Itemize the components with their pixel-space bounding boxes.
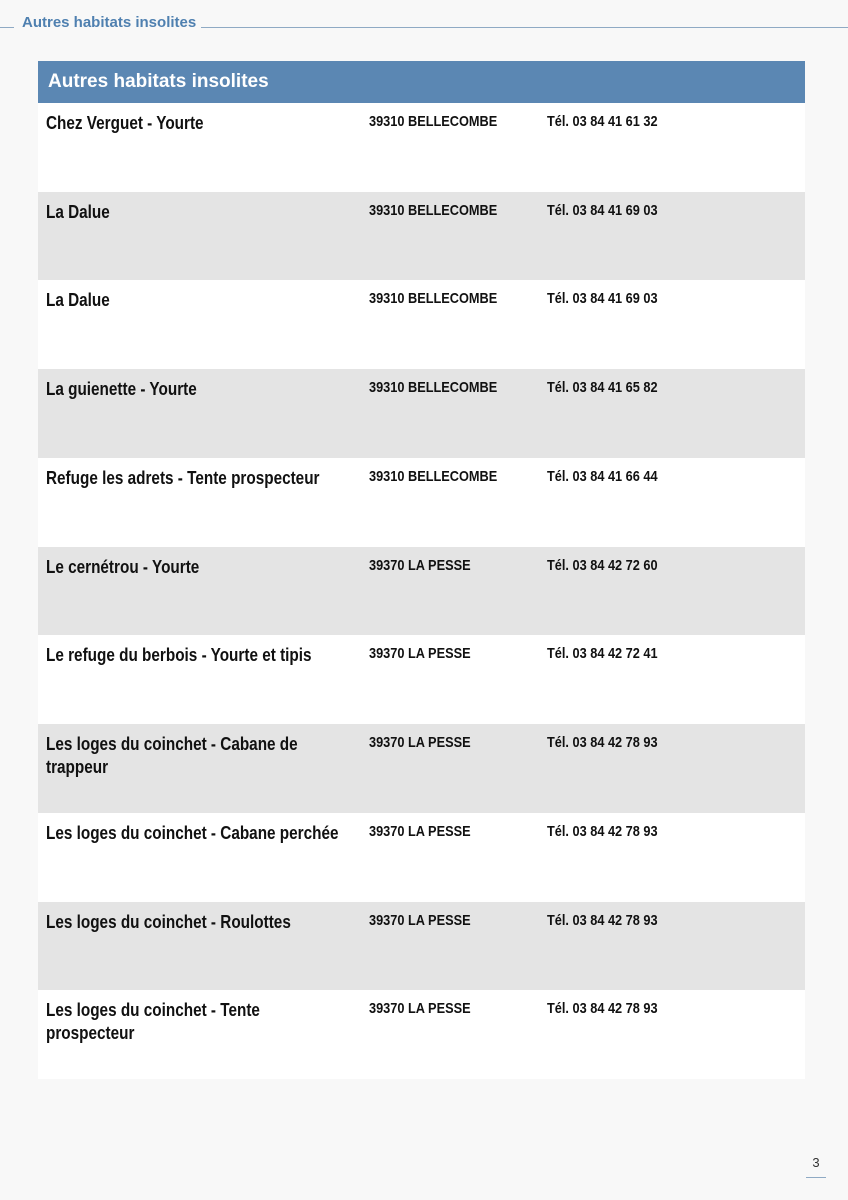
habitat-phone: Tél. 03 84 42 78 93: [547, 734, 658, 752]
phone-cell: [547, 813, 805, 902]
table-row: [38, 458, 805, 547]
name-cell: [38, 192, 369, 281]
habitats-table: [38, 61, 805, 1079]
phone-cell: [547, 369, 805, 458]
place-cell: [369, 547, 547, 636]
name-cell: [38, 547, 369, 636]
name-cell: [38, 369, 369, 458]
habitat-location: 39370 LA PESSE: [369, 1000, 471, 1018]
habitat-location: 39310 BELLECOMBE: [369, 467, 498, 485]
name-cell: [38, 280, 369, 369]
habitat-phone: Tél. 03 84 41 65 82: [547, 379, 658, 397]
habitat-location: 39370 LA PESSE: [369, 734, 471, 752]
habitat-name: Les loges du coinchet - Tente prospecteur: [46, 1000, 260, 1044]
table-row: [38, 103, 805, 192]
header-rule-left: [0, 27, 14, 28]
page-number-rule: [806, 1177, 826, 1178]
habitat-location: 39370 LA PESSE: [369, 556, 471, 574]
habitat-location: 39310 BELLECOMBE: [369, 113, 498, 130]
place-cell: [369, 813, 547, 902]
habitat-phone: Tél. 03 84 42 78 93: [547, 822, 658, 840]
table-row: [38, 369, 805, 458]
table-row: [38, 192, 805, 281]
habitat-phone: Tél. 03 84 41 69 03: [547, 290, 658, 308]
habitat-name: La Dalue: [46, 201, 110, 222]
name-cell: [38, 724, 369, 813]
habitat-name: Les loges du coinchet - Roulottes: [46, 911, 291, 932]
header-rule-right: [201, 27, 848, 28]
habitat-name: La guienette - Yourte: [46, 379, 197, 400]
habitat-phone: Tél. 03 84 41 69 03: [547, 201, 658, 219]
place-cell: [369, 103, 547, 192]
table-row: [38, 280, 805, 369]
place-cell: [369, 280, 547, 369]
table-row: [38, 902, 805, 991]
habitat-name: Les loges du coinchet - Cabane de trappeur: [46, 734, 298, 778]
phone-cell: [547, 902, 805, 991]
running-header-title: Autres habitats insolites: [22, 14, 197, 31]
table-title: Autres habitats insolites: [38, 61, 805, 103]
running-header: [0, 14, 848, 32]
name-cell: [38, 103, 369, 192]
habitat-name: Les loges du coinchet - Cabane perchée: [46, 822, 339, 843]
habitat-name: Chez Verguet - Yourte: [46, 113, 204, 133]
place-cell: [369, 902, 547, 991]
phone-cell: [547, 990, 805, 1079]
habitat-location: 39310 BELLECOMBE: [369, 379, 498, 397]
habitat-location: 39370 LA PESSE: [369, 645, 471, 663]
table-body: [38, 103, 805, 1079]
habitat-phone: Tél. 03 84 42 78 93: [547, 1000, 658, 1018]
name-cell: [38, 635, 369, 724]
habitat-phone: Tél. 03 84 42 72 41: [547, 645, 658, 663]
table-row: [38, 635, 805, 724]
phone-cell: [547, 458, 805, 547]
place-cell: [369, 724, 547, 813]
phone-cell: [547, 103, 805, 192]
habitat-phone: Tél. 03 84 42 78 93: [547, 911, 658, 929]
name-cell: [38, 902, 369, 991]
phone-cell: [547, 547, 805, 636]
place-cell: [369, 369, 547, 458]
table-row: [38, 547, 805, 636]
table-row: [38, 813, 805, 902]
phone-cell: [547, 192, 805, 281]
name-cell: [38, 990, 369, 1079]
habitat-phone: Tél. 03 84 41 61 32: [547, 113, 658, 130]
habitat-location: 39310 BELLECOMBE: [369, 201, 498, 219]
place-cell: [369, 635, 547, 724]
page-number: 3: [812, 1155, 820, 1170]
place-cell: [369, 458, 547, 547]
habitat-location: 39370 LA PESSE: [369, 822, 471, 840]
phone-cell: [547, 635, 805, 724]
habitat-name: Refuge les adrets - Tente prospecteur: [46, 467, 320, 488]
phone-cell: [547, 724, 805, 813]
habitat-name: Le cernétrou - Yourte: [46, 556, 200, 577]
habitat-name: La Dalue: [46, 290, 110, 311]
place-cell: [369, 990, 547, 1079]
phone-cell: [547, 280, 805, 369]
habitat-phone: Tél. 03 84 42 72 60: [547, 556, 658, 574]
table-row: [38, 724, 805, 813]
habitat-phone: Tél. 03 84 41 66 44: [547, 467, 658, 485]
habitat-location: 39370 LA PESSE: [369, 911, 471, 929]
table-row: [38, 990, 805, 1079]
name-cell: [38, 458, 369, 547]
place-cell: [369, 192, 547, 281]
habitat-location: 39310 BELLECOMBE: [369, 290, 498, 308]
habitat-name: Le refuge du berbois - Yourte et tipis: [46, 645, 312, 666]
name-cell: [38, 813, 369, 902]
